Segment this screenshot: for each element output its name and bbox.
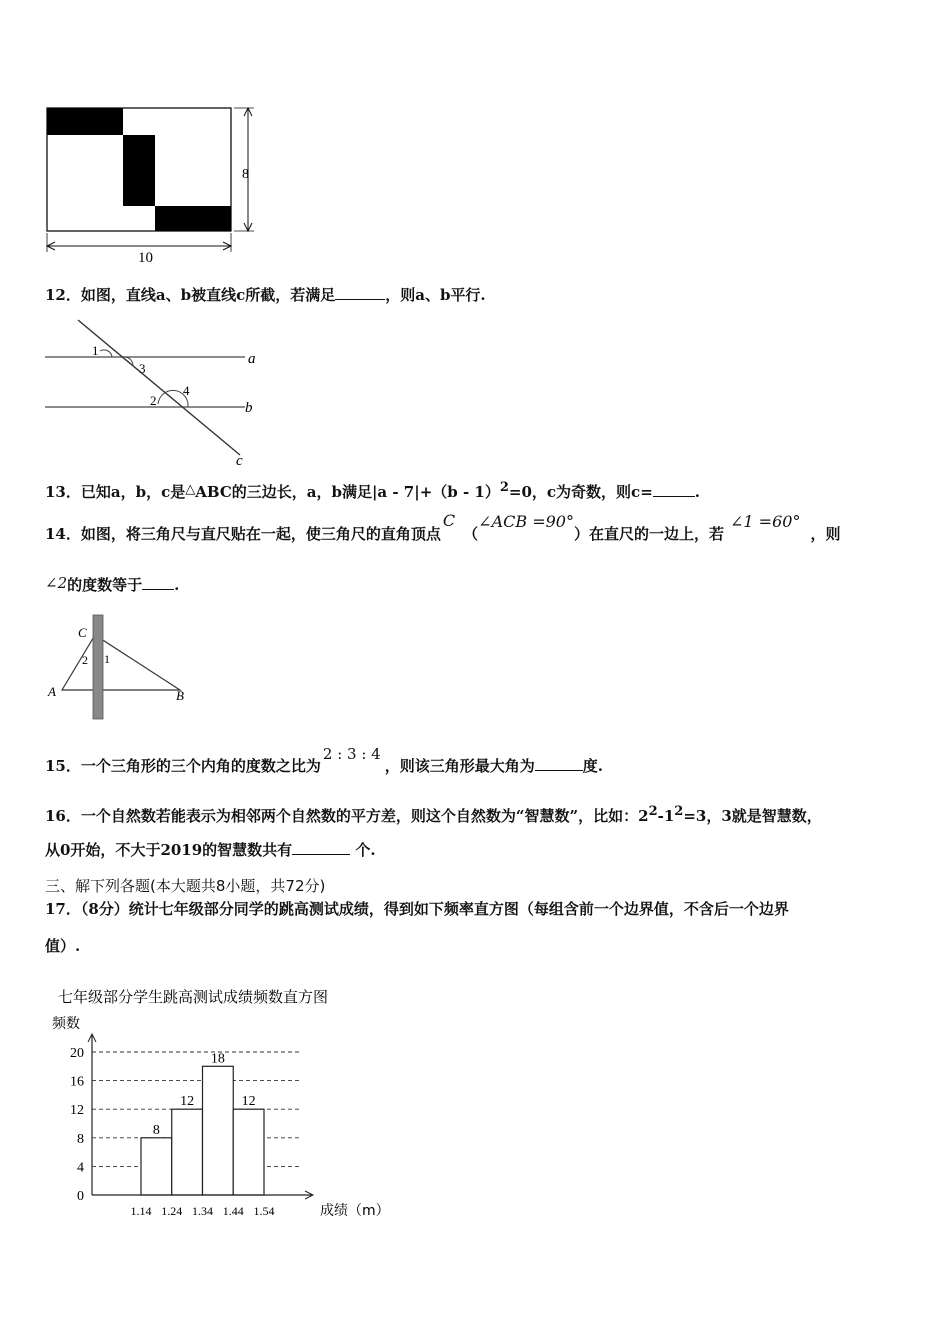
jump-histogram — [40, 985, 420, 1230]
q14-paren-close: ） — [573, 525, 589, 543]
q13-answer-blank — [653, 482, 695, 497]
angle-1-given: ∠1 =60° — [730, 512, 801, 531]
q14-text-d: 的度数等于 — [67, 576, 143, 594]
x-tick-label: 1.24 — [161, 1204, 183, 1218]
q13-text-c: =0，c为奇数，则c= — [508, 483, 653, 501]
q16-answer-blank — [292, 840, 350, 855]
q12-answer-blank — [335, 285, 385, 300]
label-a: a — [248, 351, 256, 367]
x-tick-label: 1.14 — [130, 1204, 152, 1218]
question-17 — [45, 899, 789, 919]
angle-acb-condition: ∠ACB =90° — [478, 512, 574, 531]
q16-line2-b: 个. — [350, 841, 376, 859]
q15-text-c: 度. — [582, 757, 603, 775]
height-label: 8 — [242, 167, 249, 182]
angle-4-label: 4 — [183, 383, 190, 398]
bar-value-label: 8 — [152, 1122, 160, 1138]
q14-text-b: 在直尺的一边上，若 — [588, 525, 724, 543]
angle-2-label: 2 — [82, 653, 88, 667]
bar-value-label: 12 — [241, 1094, 256, 1110]
label-b: b — [245, 400, 253, 416]
question-15 — [45, 745, 603, 776]
q16-mid: -1 — [657, 807, 675, 825]
question-16 — [45, 802, 822, 826]
vertex-c: C — [442, 511, 456, 530]
section-3-heading: 三、解下列各题(本大题共8小题，共72分) — [45, 877, 326, 895]
ruler — [93, 615, 103, 719]
q16-line2-a: 从0开始，不大于2019的智慧数共有 — [45, 841, 293, 859]
histogram-bar — [233, 1109, 264, 1195]
x-tick-label: 1.44 — [222, 1204, 244, 1218]
histogram-bar — [203, 1066, 234, 1195]
y-tick-label: 16 — [70, 1074, 84, 1090]
y-tick-label: 12 — [70, 1103, 84, 1119]
angle-3-label: 3 — [139, 361, 146, 376]
q12-text-b: ，则a、b平行. — [385, 286, 486, 304]
q16-sup-2: 2 — [674, 804, 684, 819]
question-13 — [45, 478, 700, 502]
q17-line1: 17．（8分）统计七年级部分同学的跳高测试成绩，得到如下频率直方图（每组含前一个边界值，不含后一个边界 — [45, 900, 789, 918]
q13-text-a: 13．已知a，b，c是 — [45, 483, 186, 501]
black-strip-middle — [123, 135, 155, 206]
q14-text-e: . — [174, 576, 180, 594]
histogram-bar — [172, 1109, 203, 1195]
q15-text-b: ，则该三角形最大角为 — [384, 757, 535, 775]
parallel-lines-figure — [40, 315, 280, 470]
angle-2-ask: ∠2 — [45, 574, 68, 592]
angle-2-label: 2 — [150, 393, 157, 408]
y-axis-label: 频数 — [52, 1016, 80, 1032]
q16-sup-1: 2 — [648, 804, 658, 819]
q14-text-c: ，则 — [810, 525, 841, 543]
angle-1-label: 1 — [104, 652, 110, 666]
width-label: 10 — [138, 250, 153, 266]
q17-line2: 值）. — [45, 937, 81, 955]
angle-1-label: 1 — [92, 343, 99, 358]
x-axis-label: 成绩（m） — [320, 1203, 390, 1219]
question-12 — [45, 285, 486, 305]
triangle-ruler-figure — [40, 610, 200, 725]
histogram-bar — [141, 1138, 172, 1195]
angle-ratio: 2 : 3 : 4 — [322, 745, 381, 763]
question-14 — [45, 511, 841, 544]
bar-value-label: 12 — [180, 1094, 195, 1110]
x-tick-label: 1.34 — [192, 1204, 213, 1218]
q15-answer-blank — [535, 756, 583, 771]
line-c — [78, 320, 240, 455]
y-tick-label: 0 — [77, 1189, 84, 1204]
point-b-label: B — [176, 688, 184, 703]
black-strip-top — [47, 108, 123, 135]
point-c-label: C — [78, 625, 87, 640]
q13-text-b: ABC的三边长，a，b满足|a - 7|+（b - 1） — [195, 483, 500, 501]
y-tick-label: 8 — [77, 1131, 84, 1147]
bar-value-label: 18 — [210, 1051, 225, 1067]
q13-exponent: 2 — [499, 480, 509, 495]
q15-text-a: 15．一个三角形的三个内角的度数之比为 — [45, 757, 321, 775]
y-tick-label: 4 — [77, 1160, 84, 1176]
x-tick-label: 1.54 — [253, 1204, 275, 1218]
question-16-line2 — [45, 840, 376, 860]
q14-paren-open: （ — [463, 525, 479, 543]
q16-text-b: =3，3就是智慧数， — [683, 807, 822, 825]
label-c: c — [236, 453, 243, 469]
triangle-symbol: △ — [185, 482, 196, 497]
q14-text-a: 14．如图，将三角尺与直尺贴在一起，使三角尺的直角顶点 — [45, 525, 441, 543]
point-a-label: A — [48, 684, 56, 699]
q12-text-a: 12．如图，直线a、b被直线c所截，若满足 — [45, 286, 336, 304]
y-tick-label: 20 — [70, 1046, 84, 1061]
question-17-line2 — [45, 936, 80, 956]
q13-text-d: . — [694, 483, 700, 501]
q14-answer-blank — [142, 575, 174, 590]
triangle-abc — [62, 635, 180, 690]
rectangle-strips-figure — [40, 100, 265, 270]
q16-text-a: 16．一个自然数若能表示为相邻两个自然数的平方差，则这个自然数为“智慧数”，比如：2 — [45, 807, 649, 825]
chart-title: 七年级部分学生跳高测试成绩频数直方图 — [58, 988, 329, 1006]
black-strip-bottom — [155, 206, 231, 231]
question-14-line2 — [45, 575, 179, 595]
